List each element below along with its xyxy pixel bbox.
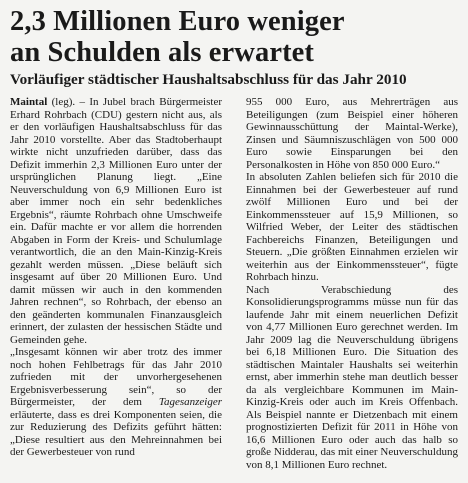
paragraph-text: „Insgesamt können wir aber trotz des immer noch hohen Fehlbetrags für das Jahr 2010 zufrieden mit der unvorhergesehenen Ergebnisverbesserung sein“, so der Bürgermeister, der dem	[10, 346, 222, 409]
paragraph: In absoluten Zahlen beliefen sich für 2010 die Einnahmen bei der Gewerbesteuer auf rund zwölf Millionen Euro und bei der Einkommenssteuer auf 15,9 Millionen, so Wilfried Weber, der Leiter des städtischen Fachbereichs Finanzen, Beteiligungen und Steuern. „Die größten Einnahmen erzielen wir weiterhin aus der Einkommenssteuer“, fügte Rohrbach hinzu.	[246, 171, 458, 284]
column-left	[10, 96, 222, 471]
dateline: Maintal	[10, 96, 48, 108]
headline-line-2: an Schulden als erwartet	[10, 37, 315, 68]
column-right	[246, 96, 458, 471]
paragraph: 955 000 Euro, aus Mehrerträgen aus Beteiligungen (zum Beispiel einer höheren Gewinnausschüttung der Maintal-Werke), Zinsen und Säumniszuschlägen von 500 000 Euro sowie Einsparungen bei den Personalkosten in Höhe von 850 000 Euro.“	[246, 96, 458, 171]
newspaper-name: Tagesanzeiger	[158, 396, 222, 409]
headline	[10, 6, 458, 68]
paragraph	[10, 96, 222, 346]
paragraph: Nach Verabschiedung des Konsolidierungsprogramms müsse nun für das laufende Jahr mit einem neuerlichen Defizit von 4,77 Millionen Euro gerechnet werden. Im Jahr 2009 lag die Neuverschuldung übrigens bei 6,18 Millionen Euro. Die Situation des städtischen Maintaler Haushalts sei weiterhin ernst, aber immerhin stehe man deutlich besser da als vergleichbare Kommunen im Main-Kinzig-Kreis oder auch im Kreis Offenbach. Als Beispiel nannte er Dietzenbach mit einem prognostizierten Defizit für 2011 in Höhe von 16,6 Millionen Euro oder auch das halb so große Nidderau, das mit einer Neuverschuldung von 8,1 Millionen Euro rechnet.	[246, 283, 458, 471]
article-columns	[10, 96, 458, 471]
paragraph	[10, 346, 222, 459]
subheadline: Vorläufiger städtischer Haushaltsabschluss für das Jahr 2010	[10, 71, 407, 88]
paragraph-text: (leg). – In Jubel brach Bürgermeister Erhard Rohrbach (CDU) gestern nicht aus, als er den vorläufigen Haushaltsabschluss für das Jahr 2010 vorstellte. Aber das Stadtoberhaupt wirkte nicht unzufrieden darüber, dass das Defizit immerhin 2,3 Millionen Euro unter der ursprünglichen Planung liegt. „Eine Neuverschuldung von 6,9 Millionen Euro ist aber immer noch ein sehr bedenkliches Ergebnis“, räumte Rohrbach ohne Umschweife ein. Dafür machte er vor allem die horrenden Abgaben in Form der Kreis- und Schulumlage verantwortlich, die an den Main-Kinzig-Kreis gezahlt werden müssen. „Diese beläuft sich insgesamt auf über 20 Millionen Euro. Und damit müssen wir auch in den kommenden Jahren rechnen“, so Rohrbach, der ebenso an den geänderten kommunalen Finanzausgleich erinnert, der zulasten der hessischen Städte und Gemeinden gehe.	[10, 96, 222, 346]
paragraph-text: erläuterte, dass es drei Komponenten seien, die zur Reduzierung des Defizits geführt hätten: „Diese resultiert aus den Mehreinnahmen bei der Gewerbesteuer von rund	[10, 408, 222, 459]
headline-line-1: 2,3 Millionen Euro weniger	[10, 6, 345, 37]
